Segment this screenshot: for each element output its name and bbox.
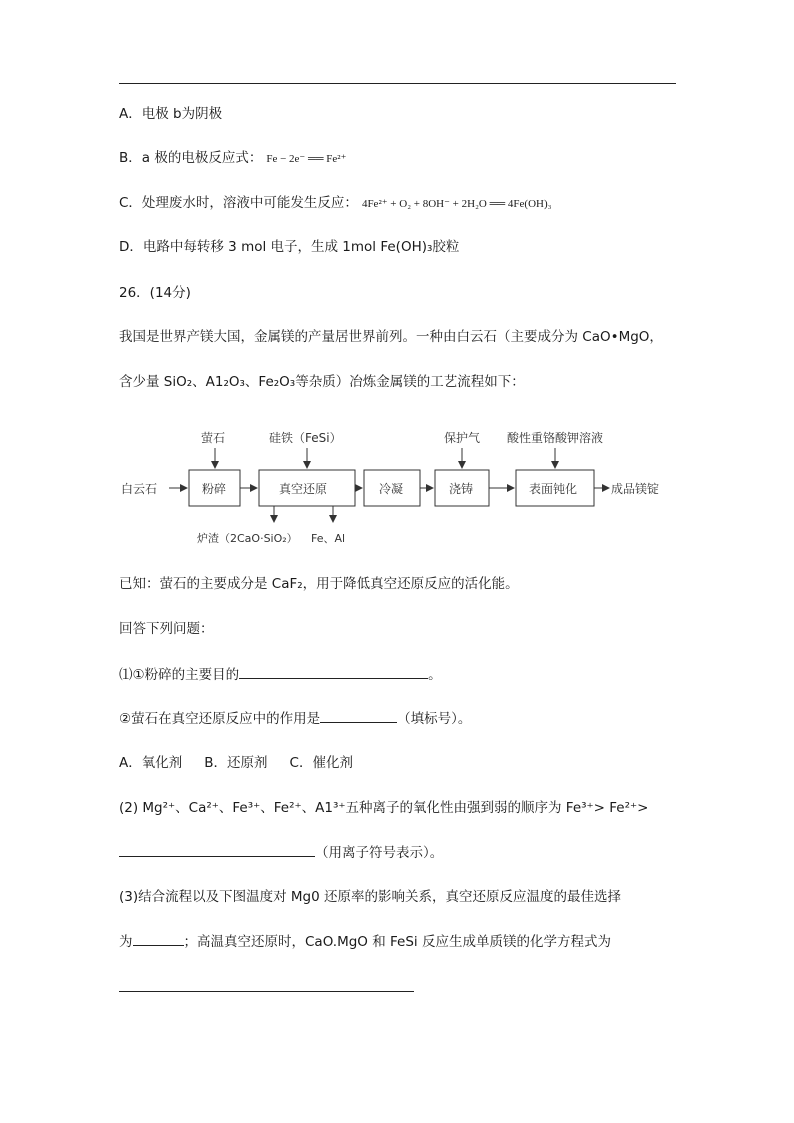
- additive-ferrosilicon: 硅铁（FeSi）: [269, 431, 342, 445]
- q1-option-b: B．还原剂: [204, 755, 268, 771]
- step-cast-label: 浇铸: [449, 482, 474, 496]
- question-intro-2: 含少量 SiO₂、A1₂O₃、Fe₂O₃等杂质）冶炼金属镁的工艺流程如下：: [119, 374, 525, 390]
- q1-part2-end: （填标号）。: [397, 711, 472, 727]
- option-c-text: C．处理废水时，溶液中可能发生反应：: [119, 195, 358, 211]
- question-intro-1: 我国是世界产镁大国，金属镁的产量居世界前列。一种由白云石（主要成分为 CaO•MgO，: [119, 329, 663, 345]
- q1-part1-text: ⑴①粉碎的主要目的: [119, 667, 240, 683]
- byproduct-slag: 炉渣（2CaO·SiO₂）: [197, 532, 298, 545]
- option-b-equation: Fe − 2e⁻ ══ Fe²⁺: [266, 153, 347, 165]
- q3-line2: [119, 931, 611, 952]
- process-flowchart: [119, 418, 679, 548]
- q1-option-a: A．氧化剂: [119, 755, 183, 771]
- q3-line2-prefix: 为: [119, 934, 133, 950]
- additive-protective-gas: 保护气: [444, 431, 481, 445]
- q1-part2: [119, 708, 471, 729]
- byproduct-fe-al: Fe、Al: [311, 532, 346, 545]
- option-c-equation: 4Fe²⁺ + O₂ + 8OH⁻ + 2H₂O ══ 4Fe(OH)₃: [361, 198, 552, 210]
- flow-input: 白云石: [121, 482, 158, 496]
- flow-output: 成品镁锭: [611, 482, 660, 496]
- question-number: 26．(14分): [119, 285, 191, 301]
- header-rule: [119, 83, 676, 84]
- step-reduction-label: 真空还原: [279, 482, 328, 496]
- step-crush-label: 粉碎: [202, 482, 227, 496]
- option-d: D．电路中每转移 3 mol 电子，生成 1mol Fe(OH)₃胶粒: [119, 239, 460, 255]
- additive-fluorite: 萤石: [201, 431, 226, 445]
- q1-options: [119, 753, 353, 773]
- step-passivate-label: 表面钝化: [529, 482, 578, 496]
- q2-suffix: （用离子符号表示）。: [315, 845, 444, 861]
- q3-text: (3)结合流程以及下图温度对 Mg0 还原率的影响关系，真空还原反应温度的最佳选择: [119, 889, 622, 905]
- q2-blank[interactable]: [119, 842, 315, 857]
- q1-option-c: C．催化剂: [289, 755, 353, 771]
- answer-prompt: 回答下列问题：: [119, 621, 214, 637]
- q1-part1-end: 。: [428, 667, 442, 683]
- option-a: A．电极 b为阴极: [119, 106, 223, 122]
- option-b-text: B．a 极的电极反应式：: [119, 150, 263, 166]
- q3-line2-rest: ；高温真空还原时，CaO.MgO 和 FeSi 反应生成单质镁的化学方程式为: [183, 934, 611, 950]
- q1-part1-blank[interactable]: [239, 664, 428, 679]
- q3-temperature-blank[interactable]: [133, 931, 184, 946]
- additive-dichromate: 酸性重铬酸钾溶液: [507, 431, 604, 445]
- step-condense-label: 冷凝: [379, 482, 404, 496]
- option-b: [119, 148, 346, 169]
- q2-answer-line: [119, 842, 443, 863]
- q2-text: (2) Mg²⁺、Ca²⁺、Fe³⁺、Fe²⁺、A1³⁺五种离子的氧化性由强到弱的顺序为 Fe³⁺> Fe²⁺>: [119, 800, 649, 816]
- q1-part2-blank[interactable]: [320, 708, 397, 723]
- known-info: 已知：萤石的主要成分是 CaF₂，用于降低真空还原反应的活化能。: [119, 576, 519, 592]
- q1-part2-text: ②萤石在真空还原反应中的作用是: [119, 711, 321, 727]
- q3-equation-blank[interactable]: [119, 991, 414, 992]
- q1-part1: [119, 664, 442, 685]
- option-c: [119, 193, 551, 214]
